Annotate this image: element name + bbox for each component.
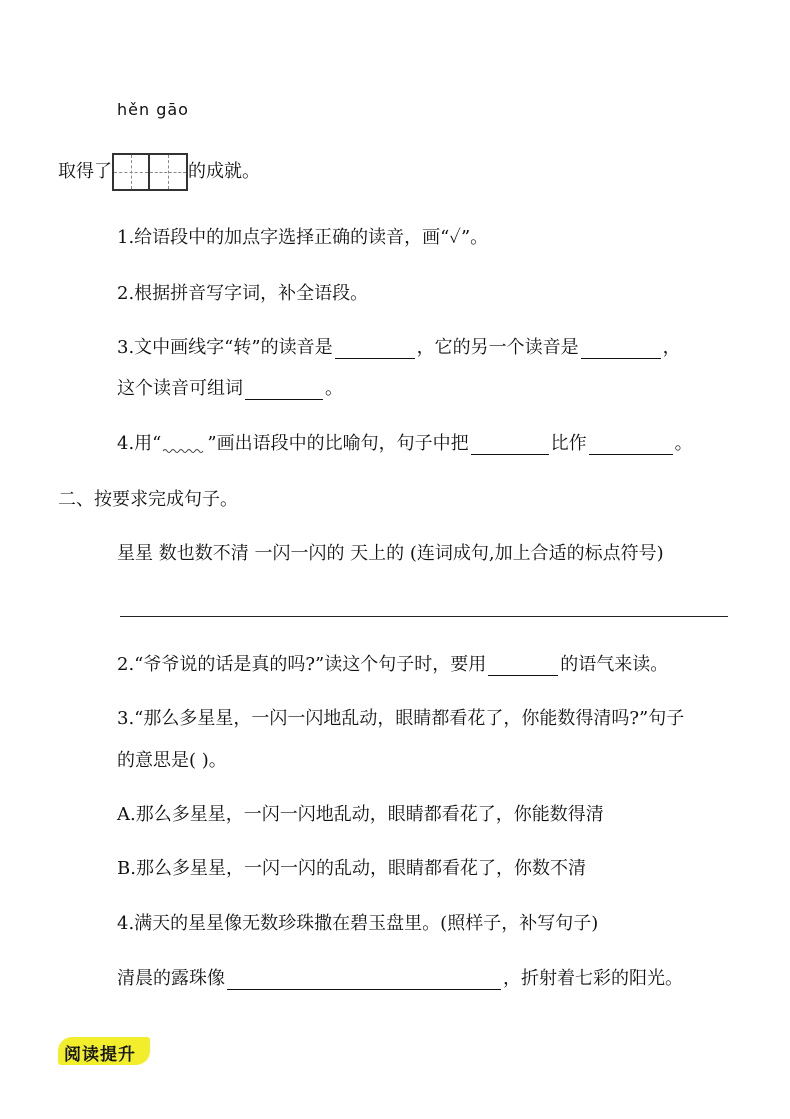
question-2: 2.根据拼音写字词，补全语段。 <box>117 283 369 304</box>
section-2-title: 二、按要求完成句子。 <box>58 489 238 510</box>
option-a[interactable]: A.那么多星星，一闪一闪地乱动，眼睛都看花了，你能数得清 <box>117 804 604 825</box>
q3-text-3: ， <box>662 337 681 358</box>
q3-text-5: 。 <box>325 378 343 399</box>
achievement-after: 的成就。 <box>188 161 260 182</box>
q4-text-3: 比作 <box>550 433 587 454</box>
writing-box-2[interactable] <box>150 153 188 191</box>
q3-blank-reading[interactable] <box>335 340 415 359</box>
q4-blank-object[interactable] <box>589 436 673 455</box>
s2-4-blank[interactable] <box>227 971 501 990</box>
q4-text-1: 4.用“ <box>117 433 162 454</box>
s2-item-3-line1: 3.“那么多星星，一闪一闪地乱动，眼睛都看花了，你能数得清吗?”句子 <box>117 708 685 729</box>
s2-4-fill-text-2: ，折射着七彩的阳光。 <box>503 968 683 989</box>
wavy-underline-icon <box>161 437 207 455</box>
s2-2-blank-tone[interactable] <box>488 657 558 676</box>
option-b[interactable]: B.那么多星星，一闪一闪的乱动，眼睛都看花了，你数不清 <box>117 858 586 879</box>
pinyin-hint: hěn gāo <box>117 100 189 119</box>
q3-blank-word[interactable] <box>245 381 323 400</box>
q3-text-2: ，它的另一个读音是 <box>416 337 579 358</box>
q3-text-4: 这个读音可组词 <box>117 378 243 399</box>
q4-blank-subject[interactable] <box>471 436 549 455</box>
s2-4-fill-text-1: 清晨的露珠像 <box>117 968 225 989</box>
s2-item-1-answer-line[interactable] <box>120 616 728 617</box>
s2-item-1: 星星 数也数不清 一闪一闪的 天上的 (连词成句,加上合适的标点符号) <box>117 543 664 564</box>
q4-text-2: ”画出语段中的比喻句，句子中把 <box>207 433 469 454</box>
question-3-line2 <box>117 378 343 400</box>
q3-blank-other-reading[interactable] <box>581 340 661 359</box>
s2-item-4: 4.满天的星星像无数珍珠撒在碧玉盘里。(照样子，补写句子) <box>117 913 599 934</box>
question-1: 1.给语段中的加点字选择正确的读音，画“✓”。 <box>117 227 489 248</box>
s2-item-4-fill <box>117 968 683 990</box>
question-4 <box>117 433 693 455</box>
achievement-line <box>58 152 260 192</box>
s2-item-3-line2: 的意思是( )。 <box>117 750 227 771</box>
question-3-line1 <box>117 337 681 359</box>
q3-text-1: 3.文中画线字“转”的读音是 <box>117 337 333 358</box>
q4-text-4: 。 <box>674 433 693 454</box>
s2-item-2 <box>117 654 668 676</box>
writing-box-1[interactable] <box>112 153 150 191</box>
s2-2-text-2: 的语气来读。 <box>560 654 669 675</box>
s2-2-text-1: 2.“爷爷说的话是真的吗?”读这个句子时，要用 <box>117 654 487 675</box>
badge-label: 阅读提升 <box>64 1045 136 1065</box>
reading-section-badge <box>58 1034 152 1068</box>
achievement-before: 取得了 <box>58 161 112 182</box>
